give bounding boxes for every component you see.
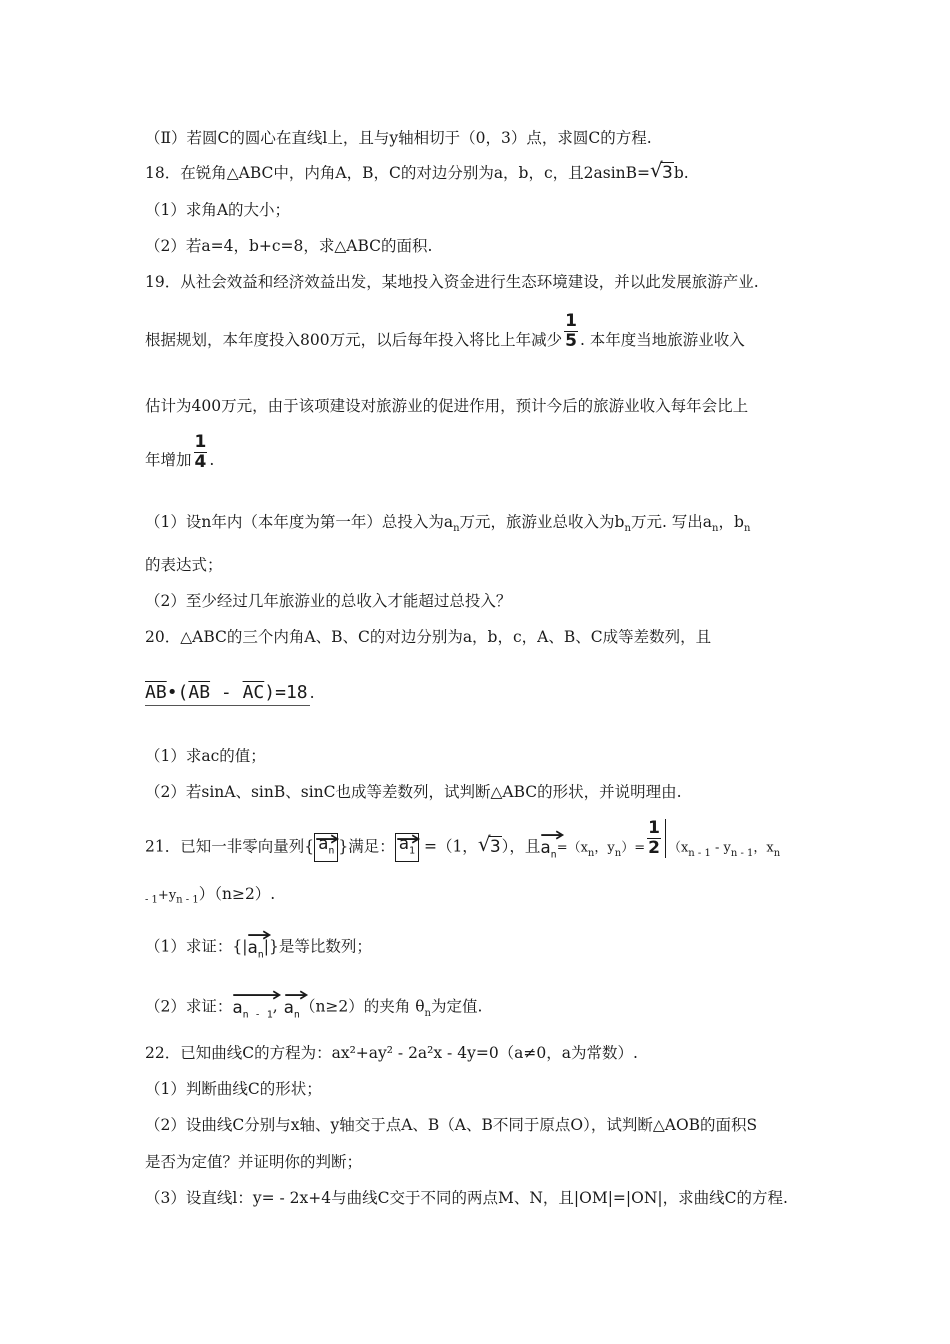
q21-p2-comma: ,	[272, 997, 278, 1016]
q21-text: 21．已知一非零向量列{	[145, 837, 315, 856]
q21-text: +y	[157, 888, 177, 903]
q20-part2: （2）若sinA、sinB、sinC也成等差数列，试判断△ABC的形状，并说明理由.	[145, 783, 682, 801]
vector-an-minus-1-icon: $a_{n - 1}$	[232, 990, 272, 1025]
q22-stem: 22．已知曲线C的方程为：ax²+ay² - 2a²x - 4y=0（a≠0，a为常数）.	[145, 1044, 638, 1062]
vector-an-icon: $a_n$	[540, 830, 556, 865]
q21-text: =（1，	[419, 837, 478, 856]
q18-part1: （1）求角A的大小；	[145, 201, 291, 219]
q20-eq-period: .	[309, 684, 315, 702]
q19-part1: （1）设n年内（本年度为第一年）总投入为$a_n$万元，旅游业总收入为$b_n$万元. 写出$a_n$，$b_n$	[145, 513, 751, 535]
q22-part1: （1）判断曲线C的形状；	[145, 1080, 322, 1098]
vector-an-icon: $a_n$	[284, 990, 300, 1025]
q21-p2-text: 为定值.	[431, 997, 483, 1016]
q22-part2: （2）设曲线C分别与x轴、y轴交于点A、B（A、B不同于原点O），试判断△AOB的面积S	[145, 1116, 758, 1134]
q19-line1: 19．从社会效益和经济效益出发，某地投入资金进行生态环境建设，并以此发展旅游产业.	[145, 273, 759, 291]
q18-sqrt: √ 3	[650, 158, 673, 183]
q18-stem	[145, 158, 689, 183]
q19-part2: （2）至少经过几年旅游业的总收入才能超过总投入？	[145, 592, 512, 610]
q21-part1	[145, 930, 372, 965]
q21-p2-text: （n≥2）的夹角 θ	[299, 997, 425, 1016]
q22-part2-cont: 是否为定值？并证明你的判断；	[145, 1153, 363, 1171]
q19-part1-cont: 的表达式；	[145, 556, 223, 574]
q21-text: ），且	[501, 837, 541, 856]
q21-text: ，x	[753, 840, 774, 856]
q18-part2: （2）若a=4，b+c=8，求△ABC的面积.	[145, 237, 433, 255]
q21-text: }满足：	[338, 837, 395, 856]
q21-p1-text: （1）求证：{|	[145, 937, 248, 956]
q20-stem: 20．△ABC的三个内角A、B、C的对边分别为a，b，c，A、B、C成等差数列，且	[145, 628, 712, 646]
q21-text: （x	[667, 840, 689, 856]
fraction-one-fourth: $\frac{1}{4}$	[194, 431, 207, 472]
q17-part2: （Ⅱ）若圆C的圆心在直线l上，且与y轴相切于（0，3）点，求圆C的方程.	[145, 129, 652, 147]
q19-p1-text: 万元. 写出a	[630, 513, 713, 531]
q22-part3: （3）设直线l：y= - 2x+4与曲线C交于不同的两点M、N，且|OM|=|ON|，求曲线C的方程.	[145, 1189, 788, 1207]
q20-vector-equation	[145, 683, 315, 706]
fraction-one-half: $\frac{1}{2}$	[647, 819, 666, 858]
q21-p2-text: （2）求证：	[145, 997, 233, 1016]
q21-text: - y	[710, 840, 731, 856]
q19-text: . 本年度当地旅游业收入	[579, 331, 745, 349]
q19-line2	[145, 310, 745, 351]
vector-a1-icon: $a_1$	[395, 833, 419, 862]
q18-text-end: b.	[673, 164, 689, 182]
q21-part2: （2）求证： $a_{n - 1}$, $a_n(n\ge 2)$的夹角 $\theta_n$为定值.	[145, 990, 482, 1025]
fraction-one-fifth: $\frac{1}{5}$	[565, 310, 577, 351]
q19-p1-text: ，b	[718, 513, 744, 531]
q20-part1: （1）求ac的值；	[145, 747, 266, 765]
q21-stem-cont: $_{- 1}+y_{n - 1})(n\ge 2)$.	[145, 885, 276, 906]
q19-line3: 估计为400万元，由于该项建设对旅游业的促进作用，预计今后的旅游业收入每年会比上	[145, 397, 749, 415]
q21-text: =（x	[556, 840, 588, 856]
q21-p1-text: |}是等比数列；	[263, 937, 372, 956]
q21-stem: 21．已知一非零向量列{ $a_n$ }满足： $a_1 =(1$， √ 3），且 $a_n=(x_n$，$y_n)=$ $\frac{1}{2}$ （$x_{n - 1} - y_{n - 1}$，$x_n$	[145, 830, 780, 865]
vector-an-icon: $a_n$	[247, 930, 263, 965]
q21-sqrt: √ 3	[477, 831, 501, 857]
q21-text: ，y	[594, 840, 615, 856]
vector-an-icon: $a_n$	[314, 833, 338, 862]
q19-text: 根据规划，本年度投入800万元，以后每年投入将比上年减少	[145, 331, 563, 349]
q19-p1-text: （1）设n年内（本年度为第一年）总投入为a	[145, 513, 454, 531]
q19-text: 年增加	[145, 451, 192, 469]
q21-text: ）（n≥2）.	[198, 885, 276, 903]
q19-p1-text: 万元，旅游业总收入为b	[459, 513, 625, 531]
vector-dot-equation: $\overline{AB}•(\overline{AB} - \overline{AC})=18$	[145, 683, 310, 706]
q19-text: .	[209, 451, 215, 469]
q21-text: ）=	[621, 840, 646, 856]
q19-line4	[145, 431, 215, 472]
q18-text: 18．在锐角△ABC中，内角A，B，C的对边分别为a，b，c，且2asinB=	[145, 164, 651, 182]
